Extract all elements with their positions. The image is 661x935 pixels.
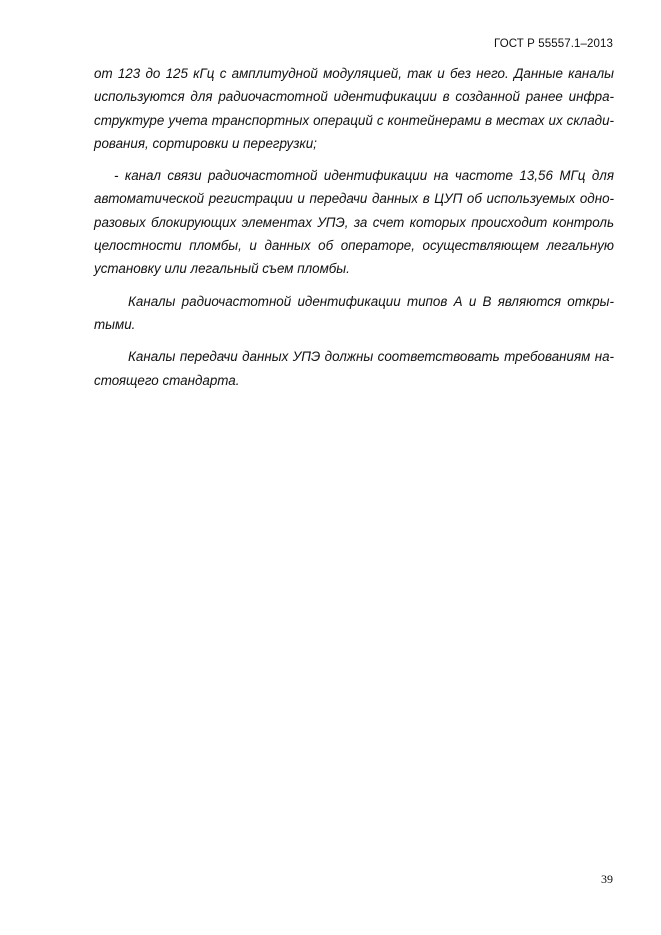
paragraph-rfid-channels (94, 290, 614, 337)
text-line: тыми. (94, 316, 136, 332)
text-line: - канал связи радиочастотной идентификации на частоте 13,56 МГц для (114, 168, 614, 184)
text-line: структуре учета транспортных операций с контейнерами в местах их склади- (94, 112, 614, 128)
paragraph-data-channels (94, 345, 614, 392)
text-line: Каналы радиочастотной идентификации типов А и В являются откры- (128, 293, 614, 309)
text-line: разовых блокирующих элементах УПЭ, за счет которых происходит контроль (94, 214, 614, 230)
document-body (94, 62, 614, 401)
page-number: 39 (601, 872, 613, 886)
text-line: Каналы передачи данных УПЭ должны соответствовать требованиям на- (128, 349, 614, 365)
text-line: используются для радиочастотной идентификации в созданной ранее инфра- (94, 89, 614, 105)
text-line: автоматической регистрации и передачи данных в ЦУП об используемых одно- (94, 191, 614, 207)
text-line: от 123 до 125 кГц с амплитудной модуляцией, так и без него. Данные каналы (94, 66, 614, 81)
text-line: рования, сортировки и перегрузки; (94, 135, 317, 151)
text-line: целостности пломбы, и данных об операторе, осуществляющем легальную (94, 238, 614, 254)
paragraph-continuation (94, 62, 614, 155)
document-code-header: ГОСТ Р 55557.1–2013 (494, 38, 613, 50)
text-line: стоящего стандарта. (94, 372, 240, 388)
paragraph-list-item (94, 164, 614, 280)
text-line: установку или легальный съем пломбы. (94, 261, 350, 277)
